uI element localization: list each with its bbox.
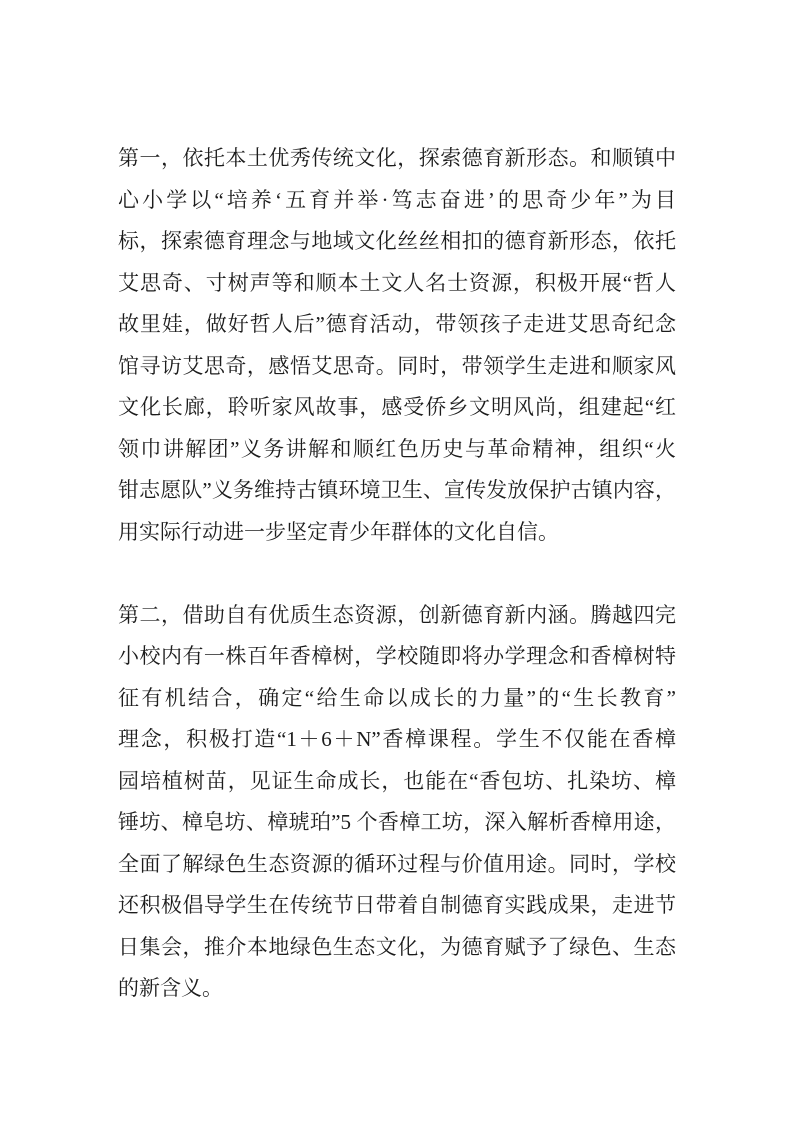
text-line: 馆寻访艾思奇，感悟艾思奇。同时，带领学生走进和顺家风: [118, 353, 676, 378]
paragraph-second: [118, 595, 676, 1010]
text-line: 理念，积极打造“1＋6＋N”香樟课程。学生不仅能在香樟: [118, 727, 676, 751]
text-line: 第二，借助自有优质生态资源，创新德育新内涵。腾越四完: [118, 602, 676, 627]
text-line: 锤坊、樟皂坊、樟琥珀”5 个香樟工坊，深入解析香樟用途，: [118, 810, 676, 834]
text-line: 用实际行动进一步坚定青少年群体的文化自信。: [118, 519, 559, 544]
text-line: 的新含义。: [118, 976, 223, 1000]
text-line: 小校内有一株百年香樟树，学校随即将办学理念和香樟树特: [118, 644, 676, 668]
text-line: 日集会，推介本地绿色生态文化，为德育赋予了绿色、生态: [118, 934, 676, 959]
document-body: [118, 138, 676, 1051]
paragraph-first: [118, 138, 676, 553]
text-line: 第一，依托本土优秀传统文化，探索德育新形态。和顺镇中: [118, 146, 676, 170]
text-line: 还积极倡导学生在传统节日带着自制德育实践成果，走进节: [118, 893, 676, 917]
text-line: 征有机结合，确定“给生命以成长的力量”的“生长教育”: [118, 685, 676, 710]
text-line: 文化长廊，聆听家风故事，感受侨乡文明风尚，组建起“红: [118, 395, 676, 419]
text-line: 钳志愿队”义务维持古镇环境卫生、宣传发放保护古镇内容，: [118, 478, 676, 502]
text-line: 全面了解绿色生态资源的循环过程与价值用途。同时，学校: [118, 851, 676, 876]
text-line: 故里娃，做好哲人后”德育活动，带领孩子走进艾思奇纪念: [118, 312, 676, 336]
text-line: 艾思奇、寸树声等和顺本土文人名士资源，积极开展“哲人: [118, 270, 676, 295]
text-line: 园培植树苗，见证生命成长，也能在“香包坊、扎染坊、樟: [118, 768, 676, 793]
text-line: 标，探索德育理念与地域文化丝丝相扣的德育新形态，依托: [118, 229, 676, 253]
text-line: 领巾讲解团”义务讲解和顺红色历史与革命精神，组织“火: [118, 436, 676, 461]
text-line: 心小学以“培养‘五育并举·笃志奋进’的思奇少年”为目: [118, 187, 676, 212]
